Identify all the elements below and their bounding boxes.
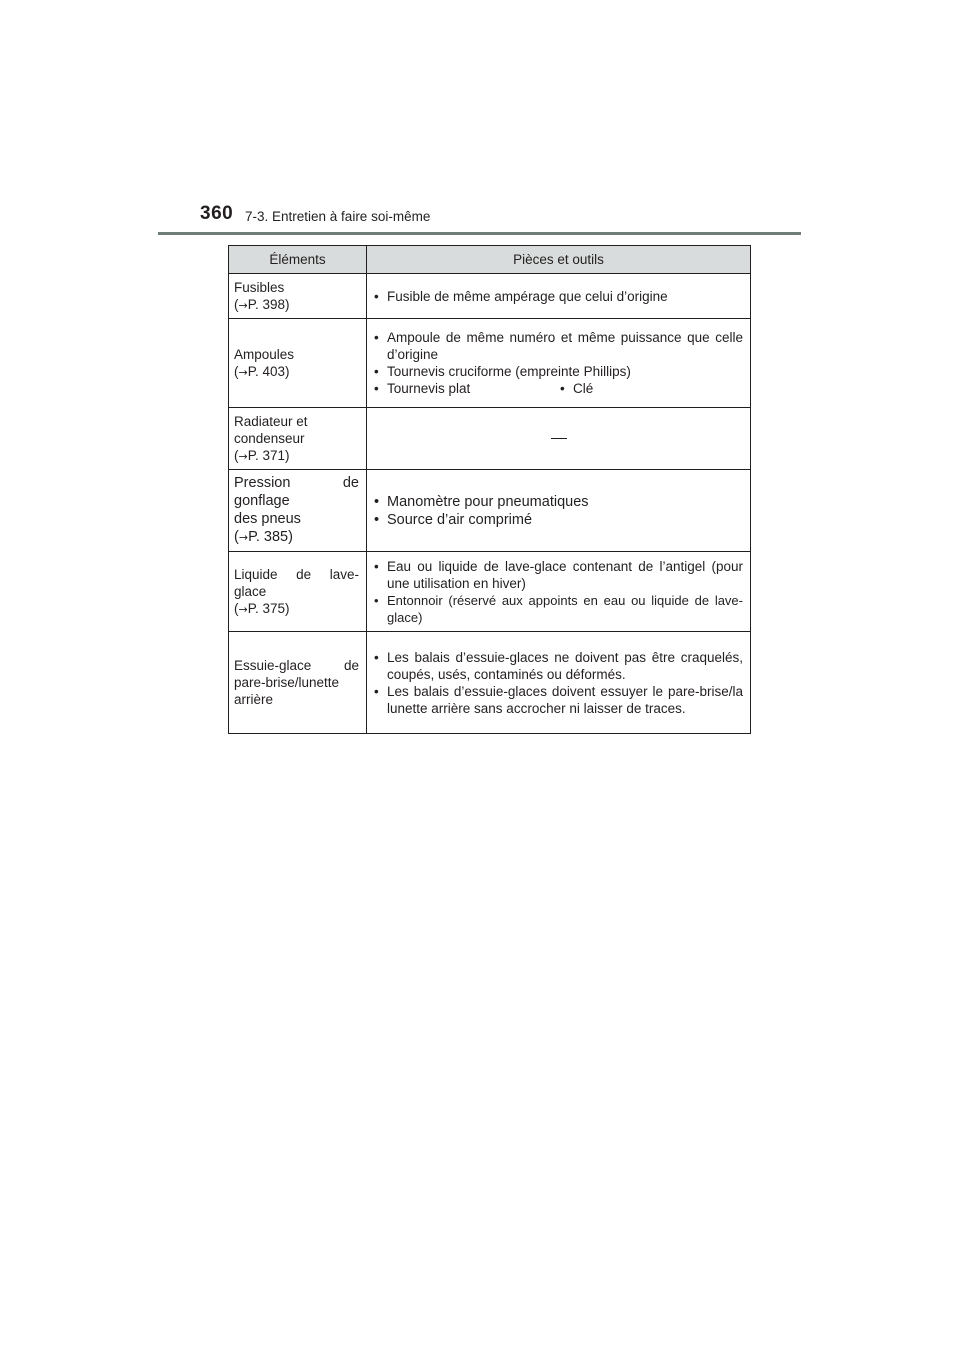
item-label: Essuie-glace de — [234, 658, 359, 673]
column-header-elements: Éléments — [229, 246, 367, 274]
table-row — [229, 632, 751, 734]
page-reference[interactable]: (→P. 385) — [234, 529, 293, 545]
tool-item: • Source d’air comprimé — [374, 511, 743, 529]
tool-item: • Manomètre pour pneumatiques — [374, 493, 743, 511]
tools-cell — [367, 552, 751, 632]
no-tools-dash — [551, 438, 567, 439]
item-label: Liquide de lave- — [234, 566, 359, 582]
tools-cell — [367, 274, 751, 319]
table-row — [229, 408, 751, 470]
tool-item: • Tournevis cruciforme (empreinte Phillips) — [374, 363, 743, 380]
page-reference[interactable]: (→P. 403) — [234, 363, 290, 379]
item-label: Pression de — [234, 475, 359, 491]
tool-item: • Les balais d’essuie-glaces ne doivent pas être craquelés, coupés, usés, contaminés ou déformés. — [374, 649, 743, 683]
page-reference[interactable]: (→P. 371) — [234, 447, 290, 463]
tools-cell — [367, 319, 751, 408]
tool-item: • Fusible de même ampérage que celui d’origine — [374, 288, 743, 305]
section-title: 7-3. Entretien à faire soi-même — [245, 209, 431, 224]
page-number: 360 — [200, 203, 234, 224]
item-cell — [229, 632, 367, 734]
header-rule — [158, 232, 801, 235]
item-label: gonflage — [234, 493, 290, 509]
item-cell — [229, 319, 367, 408]
table-row — [229, 470, 751, 552]
item-cell — [229, 552, 367, 632]
tool-item: • Eau ou liquide de lave-glace contenant de l’antigel (pour une utilisation en hiver) — [374, 558, 743, 592]
page-reference[interactable]: (→P. 375) — [234, 600, 290, 616]
tool-item: • Tournevis plat — [374, 380, 560, 397]
tool-item: • Les balais d’essuie-glaces doivent essuyer le pare-brise/la lunette arrière sans accrocher ni laisser de traces. — [374, 683, 743, 717]
arrow-right-icon: → — [238, 602, 248, 616]
arrow-right-icon: → — [238, 449, 248, 463]
column-header-parts-tools: Pièces et outils — [367, 246, 751, 274]
item-cell — [229, 470, 367, 552]
tools-cell — [367, 632, 751, 734]
page-reference[interactable]: (→P. 398) — [234, 296, 290, 312]
item-label: glace — [234, 583, 267, 599]
item-cell — [229, 408, 367, 470]
item-label: pare-brise/lunette — [234, 675, 340, 690]
tools-cell — [367, 470, 751, 552]
item-label: des pneus — [234, 511, 301, 527]
table-row — [229, 552, 751, 632]
tool-item: • Ampoule de même numéro et même puissance que celle d’origine — [374, 329, 743, 363]
item-cell — [229, 274, 367, 319]
item-label: Radiateur et — [234, 413, 308, 429]
item-label: Fusibles — [234, 279, 285, 295]
tool-item: • Entonnoir (réservé aux appoints en eau ou liquide de lave-glace) — [374, 592, 743, 626]
arrow-right-icon: → — [238, 365, 248, 379]
parts-table — [228, 245, 751, 734]
table-row — [229, 274, 751, 319]
item-label: arrière — [234, 692, 274, 707]
item-label: condenseur — [234, 430, 305, 446]
table-row — [229, 319, 751, 408]
item-label: Ampoules — [234, 346, 295, 362]
arrow-right-icon: → — [238, 298, 248, 312]
arrow-right-icon: → — [238, 531, 249, 544]
table-header-row — [229, 246, 751, 274]
tools-cell — [367, 408, 751, 470]
tool-item: • Clé — [560, 380, 593, 397]
